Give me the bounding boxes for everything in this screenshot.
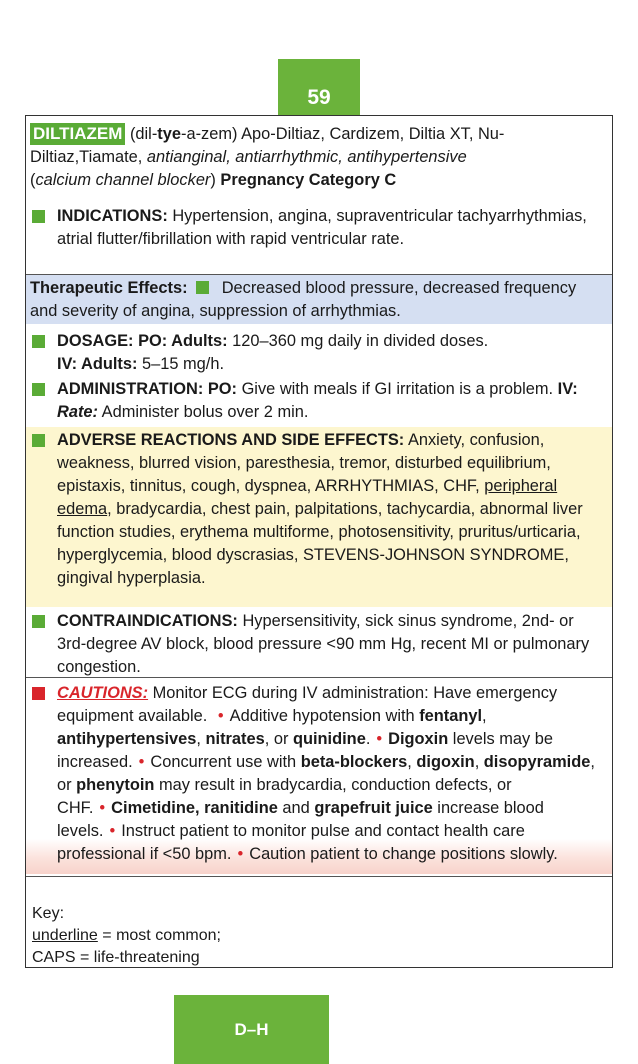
contraindications-text: Hypersensitivity, sick sinus syndrome, 2nd- or 3rd-degree AV block, blood pressure <90 mm Hg, recent MI or pulmonary congestion. [57, 612, 590, 676]
pronunciation: (dil-tye-a-zem) [129, 125, 238, 143]
indications-text: Hypertension, angina, supraventricular tachyarrhythmias, atrial flutter/fibrillation with rapid ventricular rate. [57, 207, 587, 248]
drug-interaction: Cimetidine, ranitidine [111, 799, 278, 817]
contraindications-section [26, 610, 612, 679]
dosage-po-label: PO: Adults: [138, 332, 228, 350]
cautions-section: CAUTIONS: Monitor ECG during IV administration: Have emergency equipment available. • Additive hypotension with fentanyl, antihypertensives, nitrates, or quinidine. • Digoxin levels may be increased. • Concurrent use with beta-blockers, digoxin, disopyramide, or phenytoin may result in bradycardia, conduction defects, or CHF. • Cimetidine, ranitidine and grapefruit juice increase blood levels. • Instruct patient to monitor pulse and contact health care professional if <50 bpm. • Caution patient to change positions slowly. [26, 678, 612, 874]
green-square-icon [32, 210, 45, 223]
drug-interaction: phenytoin [76, 776, 155, 794]
therapeutic-label: Therapeutic Effects: [30, 279, 188, 297]
administration-rate-text: Administer bolus over 2 min. [101, 403, 309, 421]
administration-label: ADMINISTRATION: [57, 380, 204, 398]
dosage-section [26, 330, 612, 376]
adverse-label: ADVERSE REACTIONS AND SIDE EFFECTS: [57, 431, 405, 449]
key-underline-text: = most common; [102, 927, 221, 944]
drug-interaction: Digoxin [388, 730, 449, 748]
drug-interaction: fentanyl [419, 707, 483, 725]
bullet-separator: • [99, 799, 106, 817]
green-square-icon [32, 615, 45, 628]
cautions-text: Additive hypotension with [229, 707, 415, 725]
key-underline-row [32, 925, 606, 947]
adverse-text-a: Anxiety, confusion, weakness, blurred vision, paresthesia, tremor, disturbed equilibrium, epistaxis, tinnitus, cough, dyspnea, ARRHYTHMIAS, CHF, [57, 431, 551, 495]
drug-interaction: disopyramide [483, 753, 591, 771]
section-tab: D–H [174, 995, 329, 1064]
green-square-icon [32, 434, 45, 447]
indications-section [26, 205, 612, 251]
bullet-separator: • [376, 730, 383, 748]
red-square-icon [32, 687, 45, 700]
green-square-icon [32, 383, 45, 396]
cautions-text: Concurrent use with [150, 753, 297, 771]
drug-name: DILTIAZEM [30, 123, 125, 145]
drug-header: DILTIAZEM (dil-tye-a-zem) Apo-Diltiaz, Cardizem, Diltia XT, Nu-Diltiaz,Tiamate, antianginal, antiarrhythmic, antihypertensive (calcium channel blocker) Pregnancy Category C [30, 124, 505, 189]
cautions-text: levels may be increased. [57, 730, 554, 771]
contraindications-label: CONTRAINDICATIONS: [57, 612, 238, 630]
cautions-text: Monitor ECG during IV administration: Have emergency equipment available. [57, 684, 558, 725]
bullet-separator: • [138, 753, 145, 771]
cautions-text: increase blood levels. [57, 799, 544, 840]
dosage-po-text: 120–360 mg daily in divided doses. [232, 332, 489, 350]
divider [26, 876, 612, 877]
key-title: Key: [32, 905, 65, 922]
page-number: 59 [278, 59, 360, 116]
dosage-label: DOSAGE: [57, 332, 134, 350]
drug-classes: antianginal, antiarrhythmic, antihypertensive [146, 148, 467, 166]
cautions-label: CAUTIONS: [57, 684, 149, 702]
therapeutic-effects-section [26, 275, 612, 324]
cautions-text: Caution patient to change positions slowly. [249, 845, 558, 863]
administration-iv-label: IV: [557, 380, 578, 398]
pregnancy-category: Pregnancy Category C [220, 171, 397, 189]
bullet-separator: • [217, 707, 224, 725]
cautions-text: Instruct patient to monitor pulse and contact health care professional if <50 bpm. [57, 822, 525, 863]
drug-interaction: beta-blockers [300, 753, 408, 771]
drug-interaction: quinidine [292, 730, 366, 748]
administration-po-label: PO: [207, 380, 237, 398]
legend-key [32, 903, 606, 969]
key-caps-row: CAPS = life-threatening [32, 949, 200, 966]
green-square-icon [32, 335, 45, 348]
key-underline-label: underline [32, 927, 98, 944]
cautions-text: may result in bradycardia, conduction defects, or CHF. [57, 776, 512, 817]
drug-interaction: digoxin [416, 753, 475, 771]
green-square-icon [196, 281, 209, 294]
cautions-text: , or [264, 730, 289, 748]
drug-card [25, 115, 613, 968]
brand-names: Apo-Diltiaz, Cardizem, Diltia XT, Nu-Diltiaz,Tiamate, [30, 125, 505, 166]
bullet-separator: • [109, 822, 116, 840]
dosage-iv-text: 5–15 mg/h. [142, 355, 225, 373]
administration-section [26, 378, 612, 424]
adverse-reactions-section [26, 427, 612, 607]
drug-interaction: grapefruit juice [314, 799, 433, 817]
indications-label: INDICATIONS: [57, 207, 168, 225]
bullet-separator: • [237, 845, 244, 863]
drug-interaction: antihypertensives [57, 730, 197, 748]
administration-rate-label: Rate: [57, 403, 98, 421]
adverse-most-common: peripheral edema [57, 477, 558, 518]
adverse-text-b: , bradycardia, chest pain, palpitations, tachycardia, abnormal liver function studies, erythema multiforme, photosensitivity, pruritus/urticaria, hyperglycemia, blood dyscrasias, STEVENS-JOHNSON SYNDROME, gingival hyperplasia. [57, 500, 583, 587]
therapeutic-text: Decreased blood pressure, decreased frequency and severity of angina, suppression of arrhythmias. [30, 279, 577, 320]
dosage-iv-label: IV: Adults: [57, 355, 138, 373]
administration-po-text: Give with meals if GI irritation is a problem. [241, 380, 554, 398]
cautions-text: and [282, 799, 310, 817]
drug-class-paren: calcium channel blocker [35, 171, 211, 189]
drug-interaction: nitrates [205, 730, 265, 748]
